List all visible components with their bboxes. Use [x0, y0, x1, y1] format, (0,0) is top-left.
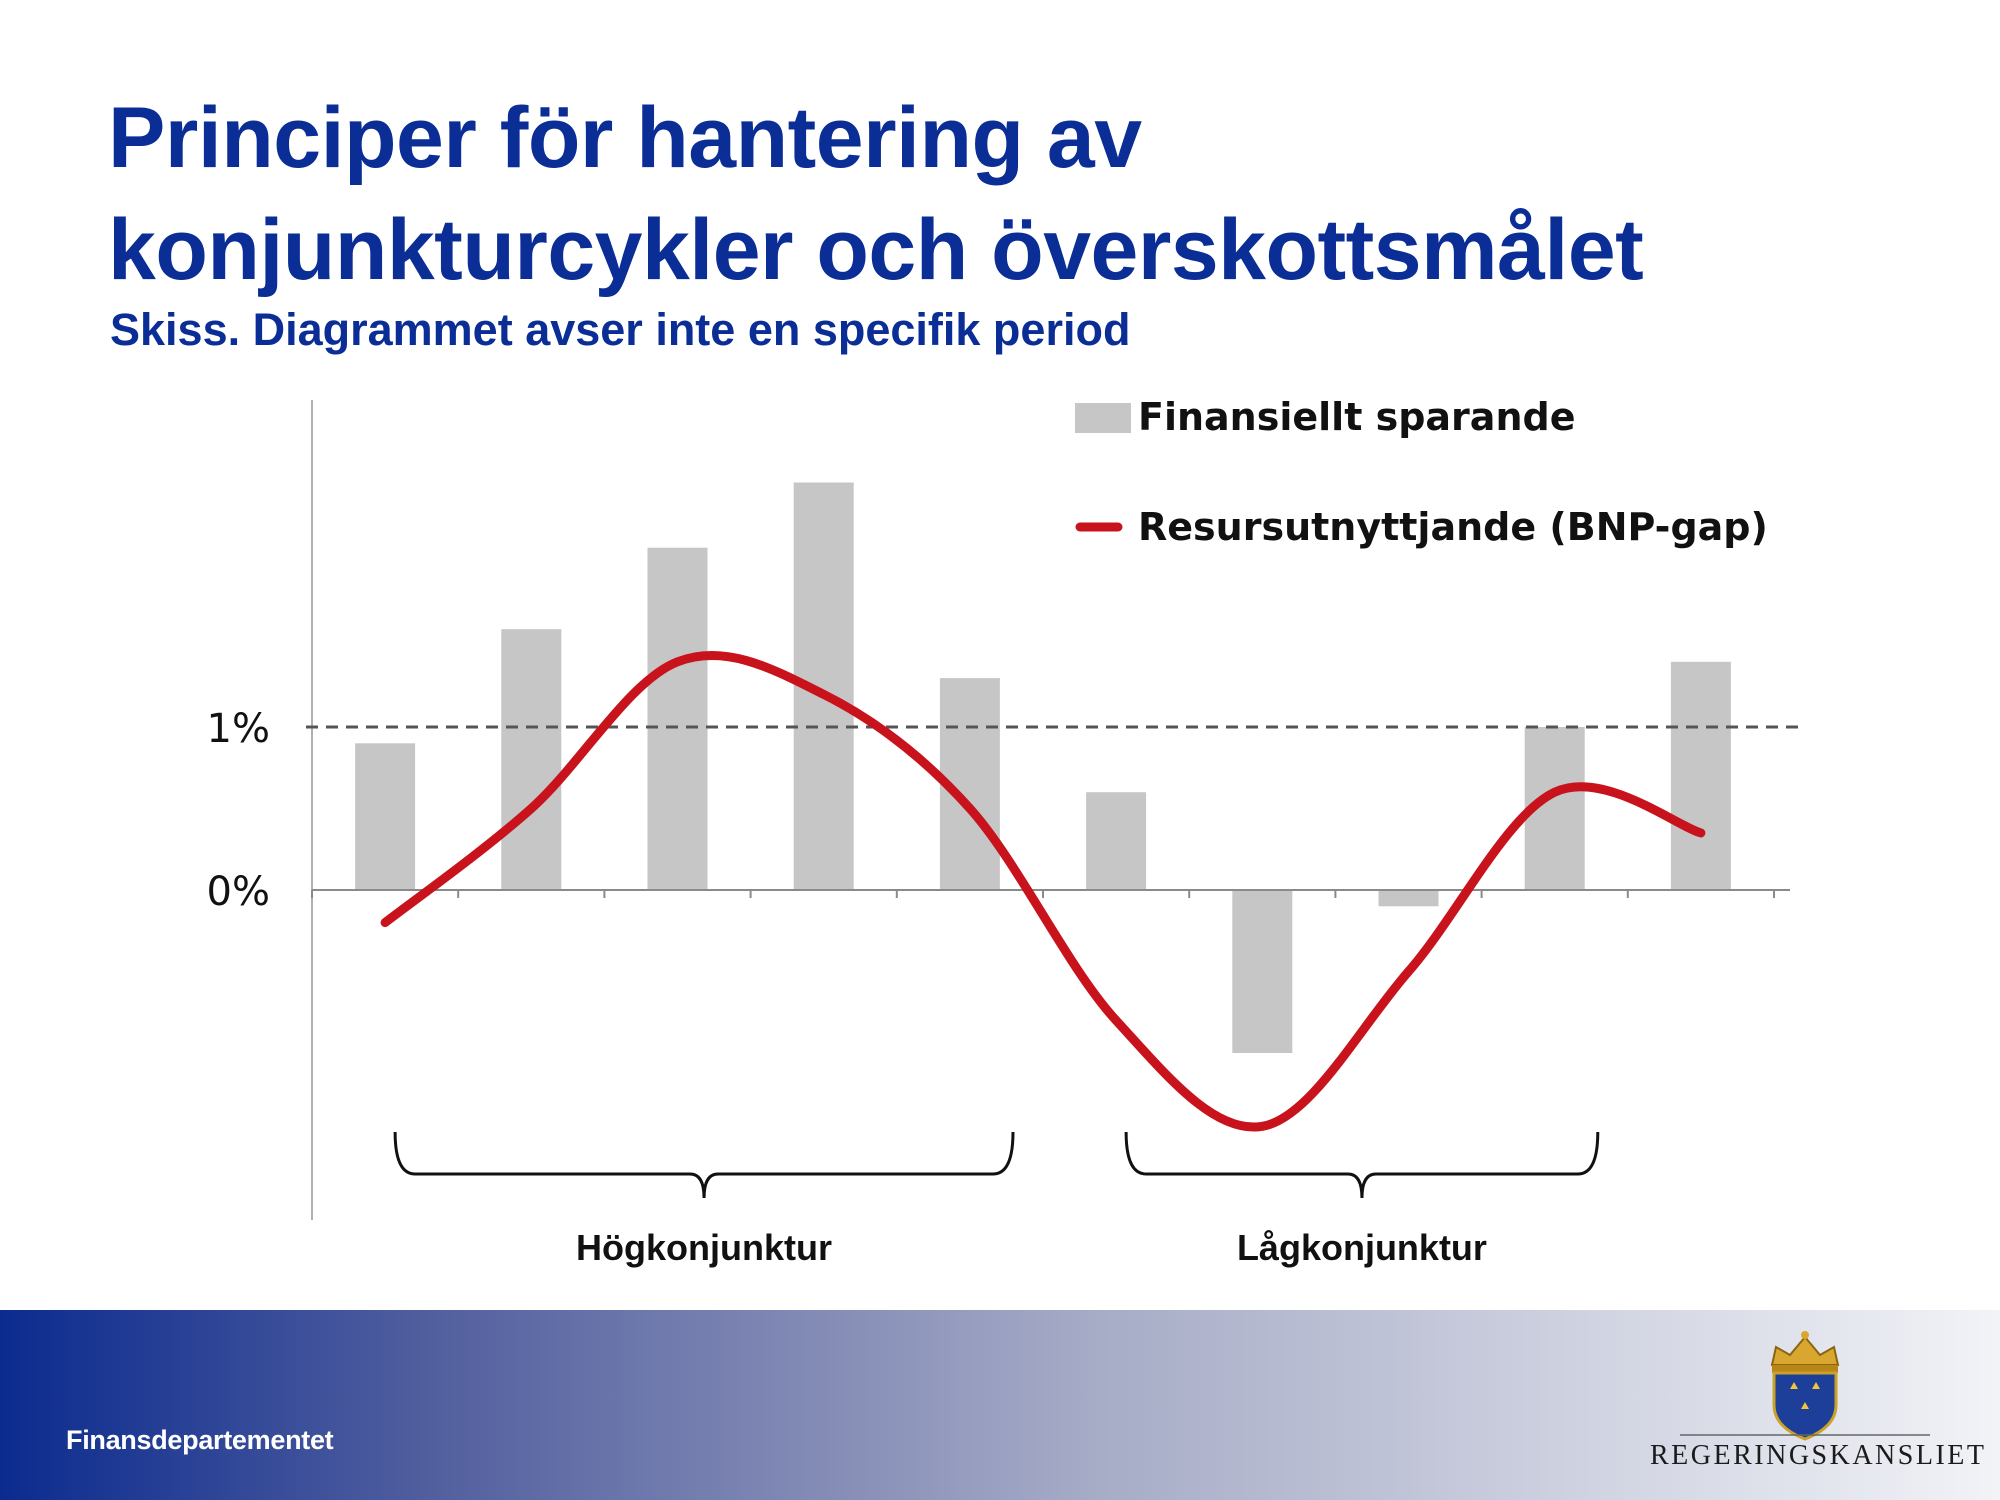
annotation-label-1: Högkonjunktur — [576, 1227, 833, 1268]
bar-1 — [355, 743, 415, 890]
bar-10 — [1671, 662, 1731, 890]
bar-3 — [648, 548, 708, 890]
footer-band — [0, 1310, 2000, 1500]
legend-swatch-bars — [1075, 403, 1131, 433]
legend-label-bars: Finansiellt sparande — [1138, 395, 1576, 439]
logo-wordmark: REGERINGSKANSLIET — [1650, 1440, 1987, 1471]
regeringskansliet-logo — [1650, 1325, 1987, 1485]
legend-label-line: Resursutnyttjande (BNP-gap) — [1138, 505, 1768, 549]
three-crowns-shield-icon — [1650, 1325, 1960, 1445]
y-tick-label-1: 1% — [206, 706, 270, 752]
bar-8 — [1379, 890, 1439, 906]
bar-2 — [501, 629, 561, 890]
annotation-label-2: Lågkonjunktur — [1236, 1227, 1487, 1268]
title-line-1: Principer för hantering av — [108, 90, 1142, 186]
title-line-2: konjunkturcykler och överskottsmålet — [108, 202, 1644, 298]
ministry-name: Finansdepartementet — [66, 1425, 334, 1455]
brace-1 — [395, 1132, 1013, 1198]
legend — [1075, 395, 1768, 549]
bar-6 — [1086, 792, 1146, 890]
slide-subtitle: Skiss. Diagrammet avser inte en specifik period — [110, 304, 1131, 355]
brace-2 — [1126, 1132, 1598, 1198]
bar-7 — [1232, 890, 1292, 1053]
y-tick-label-0: 0% — [206, 869, 270, 915]
